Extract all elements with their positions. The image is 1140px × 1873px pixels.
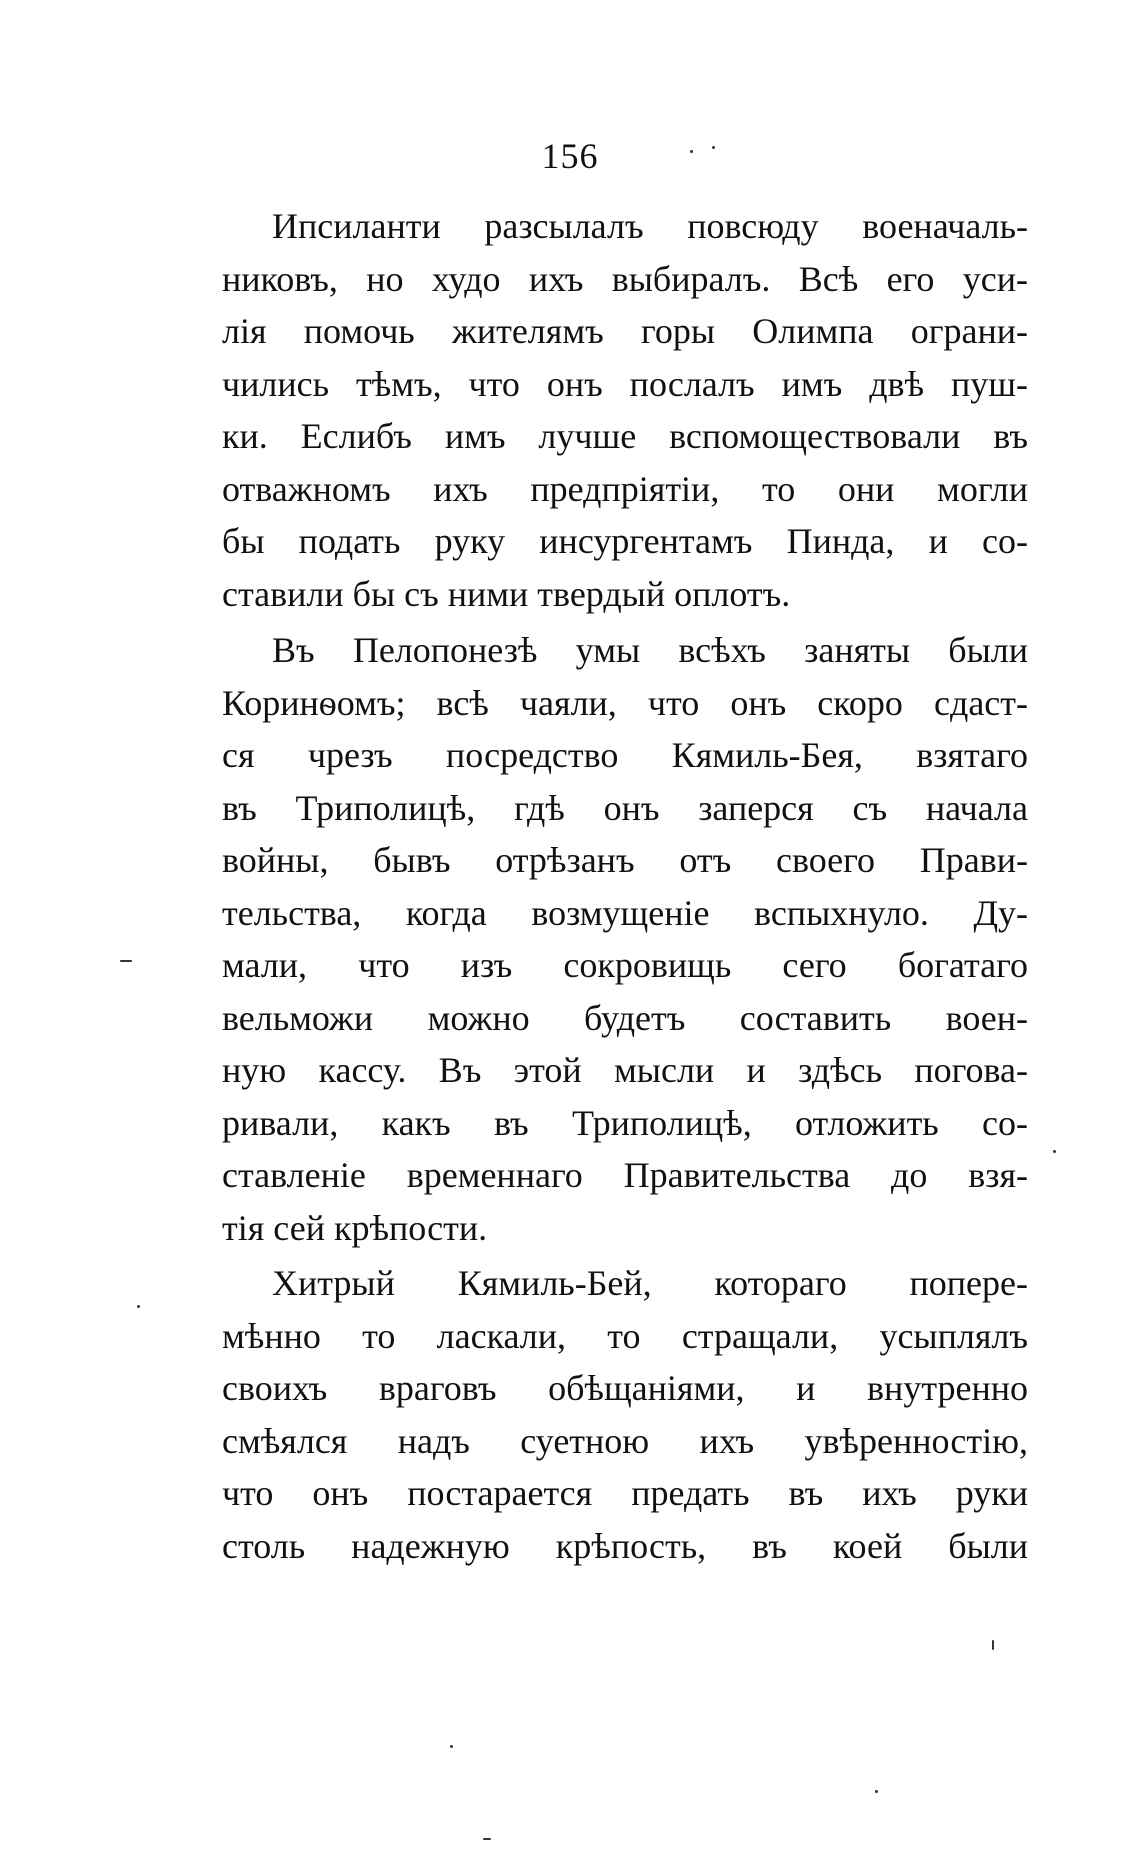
text-line: своихъ враговъ обѣщаніями, и внутренно	[222, 1368, 1028, 1408]
text-line: ставленіе временнаго Правительства до взя-	[222, 1155, 1028, 1195]
text-line: Хитрый Кямиль-Бей, котораго попере-	[272, 1263, 1028, 1303]
text-line: смѣялся надъ суетною ихъ увѣренностію,	[222, 1420, 1028, 1461]
text-line: чились тѣмъ, что онъ послалъ имъ двѣ пуш-	[222, 363, 1028, 404]
text-line: войны, бывъ отрѣзанъ отъ своего Прави-	[222, 840, 1028, 880]
text-line: ся чрезъ посредство Кямиль-Бея, взятаго	[222, 735, 1028, 775]
text-line: тія сей крѣпости.	[222, 1207, 488, 1248]
text-line: столь надежную крѣпость, въ коей были	[222, 1525, 1028, 1566]
paragraph-2	[222, 624, 1028, 1254]
text-line: что онъ постарается предать въ ихъ руки	[222, 1473, 1028, 1513]
text-line: Ипсиланти разсылалъ повсюду военачаль-	[272, 206, 1028, 246]
text-line: мѣнно то ласкали, то стращали, усыплялъ	[222, 1315, 1028, 1356]
scan-speck	[992, 1640, 994, 1650]
text-line: Коринѳомъ; всѣ чаяли, что онъ скоро сдаст-	[222, 682, 1028, 723]
text-line: тельства, когда возмущеніе вспыхнуло. Ду-	[222, 892, 1028, 933]
scan-speck	[875, 1790, 878, 1793]
scan-speck	[137, 1305, 140, 1308]
scan-speck	[450, 1745, 453, 1748]
paragraph-3	[222, 1257, 1028, 1572]
text-line: Въ Пелопонезѣ умы всѣхъ заняты были	[272, 630, 1028, 670]
paragraph-1	[222, 200, 1028, 620]
scan-speck	[690, 150, 693, 153]
text-line: ривали, какъ въ Триполицѣ, отложить со-	[222, 1102, 1028, 1143]
page-number: 156	[541, 136, 599, 176]
text-line: ную кассу. Въ этой мысли и здѣсь погова-	[222, 1050, 1028, 1090]
scan-speck	[1053, 1150, 1056, 1153]
scan-speck	[483, 1838, 491, 1840]
text-line: въ Триполицѣ, гдѣ онъ заперся съ начала	[222, 787, 1028, 828]
text-line: мали, что изъ сокровищь сего богатаго	[222, 945, 1028, 985]
text-line: никовъ, но худо ихъ выбиралъ. Всѣ его уси-	[222, 258, 1028, 299]
text-line: ставили бы съ ними твердый оплотъ.	[222, 573, 791, 614]
text-line: бы подать руку инсургентамъ Пинда, и со-	[222, 521, 1028, 561]
text-line: отважномъ ихъ предпріятіи, то они могли	[222, 468, 1028, 509]
text-line: ки. Еслибъ имъ лучше вспомоществовали въ	[222, 416, 1028, 456]
text-line: вельможи можно будетъ составить воен-	[222, 997, 1028, 1038]
text-line: лія помочь жителямъ горы Олимпа ограни-	[222, 311, 1028, 351]
scan-speck	[120, 960, 132, 962]
scan-speck	[712, 146, 715, 149]
